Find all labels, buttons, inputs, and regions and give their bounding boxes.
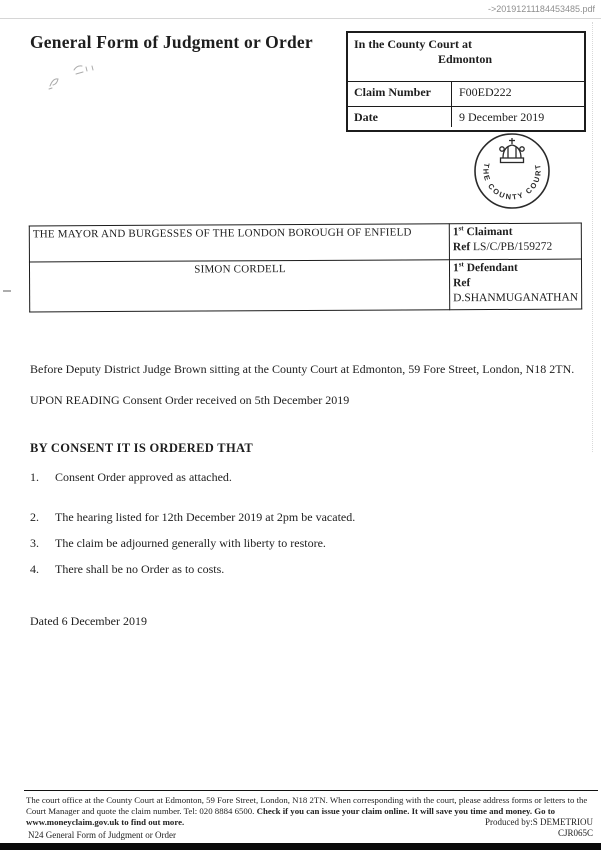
defendant-role-cell — [449, 259, 581, 310]
order-item-1 — [30, 470, 585, 485]
order-item-1-text: Consent Order approved as attached. — [55, 470, 232, 484]
defendant-role-num: 1 — [452, 262, 459, 275]
defendant-ref-label: Ref — [453, 277, 471, 290]
defendant-ref-value: D.SHANMUGANATHAN — [453, 291, 579, 305]
date-value: 9 December 2019 — [459, 110, 545, 124]
before-judge-text: Before Deputy District Judge Brown sitting at the County Court at Edmonton, 59 Fore Street, London, N18 2TN. — [30, 362, 575, 376]
document-title: General Form of Judgment or Order — [30, 32, 313, 52]
scan-bottom-bar — [0, 843, 601, 850]
order-item-3-text: The claim be adjourned generally with liberty to restore. — [55, 536, 326, 550]
court-header-cell — [348, 33, 584, 82]
seal-text: THE COUNTY COURT — [481, 162, 543, 202]
claimant-name: THE MAYOR AND BURGESSES OF THE LONDON BOROUGH OF ENFIELD — [29, 224, 449, 262]
claimant-ref-value: LS/C/PB/159272 — [472, 240, 553, 254]
pdf-filename: ->20191211184453485.pdf — [487, 4, 595, 14]
court-office-note-regular: The court office at the County Court at Edmonton, 59 Fore Street, London, N18 2TN. When corresponding with the court, please address forms or letters to the Court Manager and quote the claim number. Tel: 020 8884 6500. — [26, 795, 588, 816]
date-row — [348, 107, 584, 127]
dated-text: Dated 6 December 2019 — [30, 614, 147, 628]
claimant-role-num: 1 — [452, 226, 459, 239]
court-details-box — [346, 31, 586, 132]
claim-number-value: F00ED222 — [459, 85, 512, 99]
footer-divider — [24, 790, 598, 791]
date-label: Date — [348, 107, 452, 127]
svg-text:THE COUNTY COURT — [481, 162, 543, 201]
defendant-name: SIMON CORDELL — [29, 260, 449, 312]
order-item-2 — [30, 510, 585, 525]
claimant-role-label: Claimant — [466, 225, 513, 239]
in-the-county-court-label: In the County Court at — [354, 37, 473, 51]
claimant-role-cell — [449, 223, 581, 260]
produced-by-block — [485, 817, 593, 838]
page-top-edge — [0, 18, 601, 19]
order-heading: BY CONSENT IT IS ORDERED THAT — [30, 441, 254, 455]
order-item-1-number: 1. — [30, 470, 39, 484]
order-item-4-number: 4. — [30, 562, 39, 576]
order-item-3 — [30, 536, 585, 551]
order-item-4 — [30, 562, 585, 577]
claim-number-label: Claim Number — [348, 82, 452, 106]
county-court-seal — [472, 131, 552, 211]
crown-icon — [500, 138, 524, 163]
claim-number-row — [348, 82, 584, 107]
order-item-2-number: 2. — [30, 510, 39, 524]
defendant-role-ord: st — [458, 260, 464, 269]
defendant-row — [29, 259, 581, 312]
produced-by: Produced by:S DEMETRIOU — [485, 817, 593, 827]
claimant-role-ord: st — [458, 224, 464, 233]
court-name: Edmonton — [438, 52, 493, 66]
claimant-ref-label: Ref — [452, 241, 471, 254]
handwritten-scribble — [40, 58, 104, 94]
order-item-2-text: The hearing listed for 12th December 2019 at 2pm be vacated. — [55, 510, 356, 524]
defendant-role-label: Defendant — [466, 261, 518, 275]
parties-table — [29, 223, 582, 313]
order-item-3-number: 3. — [30, 536, 39, 550]
claimant-row — [29, 223, 581, 262]
scan-edge-artifact — [592, 22, 593, 452]
court-office-note-bold: Check if you can issue your claim online. It will save you time and money. Go to www.moneyclaim.gov.uk to find out more. — [26, 806, 556, 827]
production-ref-code: CJR065C — [557, 827, 593, 838]
scan-mark-artifact — [3, 290, 11, 292]
order-item-4-text: There shall be no Order as to costs. — [55, 562, 225, 576]
form-code: N24 General Form of Judgment or Order — [28, 830, 176, 840]
upon-reading-text: UPON READING Consent Order received on 5th December 2019 — [30, 393, 350, 407]
